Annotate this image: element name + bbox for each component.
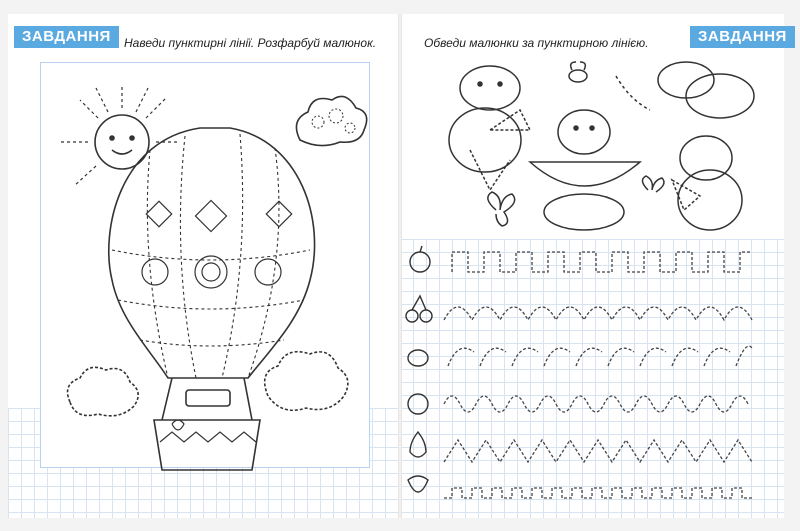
strawberry-icon [408, 476, 428, 492]
tracing-row-waves [444, 396, 748, 412]
tracing-row-zigzag [444, 440, 752, 462]
task-badge-left: ЗАВДАННЯ [14, 26, 119, 48]
cherries-icon [406, 296, 432, 322]
apple-icon [410, 246, 430, 272]
lemon-icon [408, 350, 428, 366]
instruction-left: Наведи пунктирні лінії. Розфарбуй малюнок. [124, 36, 377, 50]
pear-icon [410, 432, 426, 457]
instruction-right: Обведи малюнки за пунктирною лінією. [424, 36, 649, 50]
tracing-row-small-square-wave [444, 488, 752, 498]
tracing-row-square-wave [452, 252, 752, 272]
tracing-row-hooks [448, 346, 752, 366]
task-badge-right: ЗАВДАННЯ [690, 26, 795, 48]
peach-icon [408, 394, 428, 414]
tracing-row-loops [444, 307, 752, 320]
